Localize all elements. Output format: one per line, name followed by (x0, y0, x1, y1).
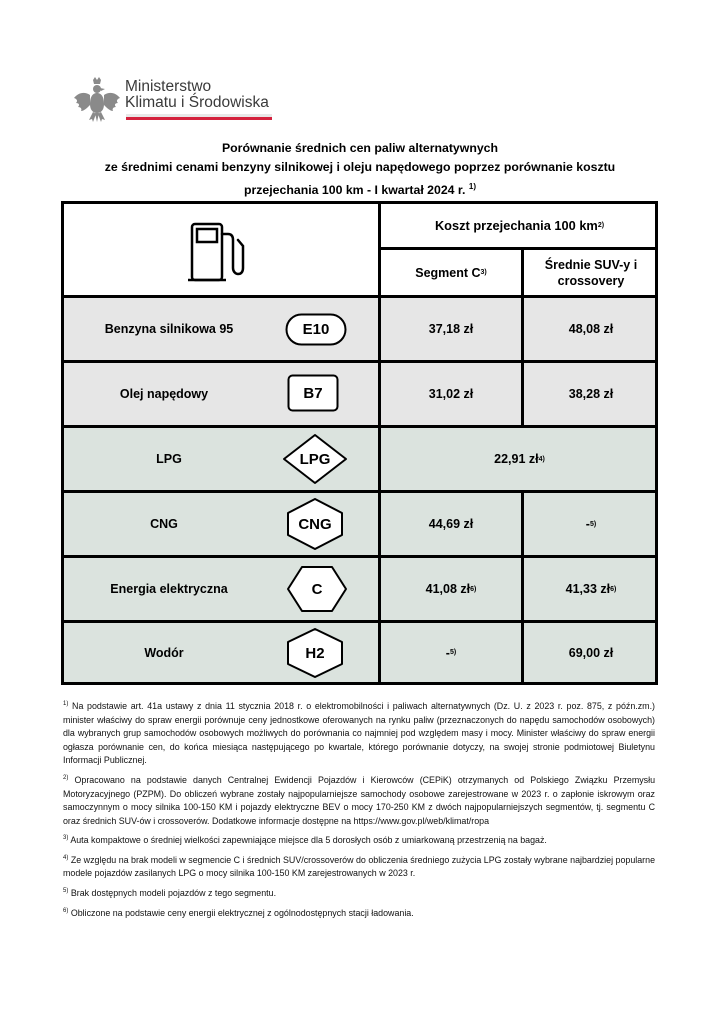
fuel-badge-label: CNG (298, 515, 332, 533)
header-cost-footnote-ref: 2) (597, 222, 605, 229)
footnotes (63, 698, 655, 924)
title-line1: Porównanie średnich cen paliw alternatywnych (221, 141, 499, 155)
price-petrol-suv (524, 298, 658, 360)
flag-red-stripe (126, 117, 272, 120)
fuel-badge-lpg-icon (282, 433, 348, 485)
header-cost-per-100km (381, 204, 658, 247)
footnote (63, 885, 655, 901)
price-electric-segment-c (381, 558, 521, 620)
fuel-badge-h2-icon (286, 627, 344, 679)
price-value: - (585, 517, 590, 531)
price-petrol-segment-c (381, 298, 521, 360)
footnote (63, 772, 655, 828)
price-lpg-merged (381, 428, 658, 490)
header-segment-c-label: Segment C (415, 265, 481, 280)
price-footnote-ref: 5) (449, 649, 457, 656)
price-footnote-ref: 6) (470, 585, 477, 593)
header-segment-c (381, 250, 521, 295)
fuel-badge-e10-icon (285, 313, 347, 346)
title-footnote-ref: 1) (468, 182, 477, 191)
price-hydrogen-segment-c (381, 623, 521, 682)
fuel-badge-label: LPG (299, 450, 331, 468)
fuel-name-diesel: Olej napędowy (119, 387, 209, 401)
price-footnote-ref: 6) (610, 585, 617, 593)
fuel-badge-label: H2 (305, 644, 325, 662)
footnote-text: Ze względu na brak modeli w segmencie C i średnich SUV/crossoverów do obliczenia średniego zużycia LPG zostały wybrane najbardziej popularne modele pojazdów zasilanych LPG o mocy silnika 100-150 KM zarejestrowanych w 2023 r. (63, 854, 656, 879)
footnote-text: Auta kompaktowe o średniej wielkości zapewniające miejsce dla 5 dorosłych osób z umiarkowaną przestrzenią na bagaż. (70, 835, 547, 846)
document-title (60, 139, 660, 200)
ministry-name-line2: Klimatu i Środowiska (125, 94, 269, 111)
footnote-number: 2) (63, 774, 69, 781)
price-value: 44,69 zł (428, 517, 474, 531)
price-value: 41,08 zł (425, 582, 471, 596)
fuel-cost-table (61, 201, 658, 685)
fuel-badge-b7-icon (287, 374, 339, 412)
fuel-badge-label: C (311, 580, 323, 598)
price-hydrogen-suv (524, 623, 658, 682)
price-electric-suv (524, 558, 658, 620)
footnote (63, 832, 655, 848)
title-line3: przejechania 100 km - I kwartał 2024 r. (243, 183, 466, 198)
ministry-name-line1: Ministerstwo (125, 78, 212, 95)
fuel-name-cng: CNG (150, 517, 178, 531)
title-line3-wrap (60, 177, 660, 200)
footnote-number: 4) (63, 854, 69, 861)
title-line2: ze średnimi cenami benzyny silnikowej i oleju napędowego poprzez porównanie kosztu (104, 160, 616, 174)
price-cng-suv (524, 493, 658, 555)
polish-eagle-emblem-icon (73, 76, 121, 124)
fuel-badge-cng-icon (286, 497, 344, 551)
price-value: 22,91 zł (494, 452, 539, 466)
fuel-name-hydrogen: Wodór (144, 645, 184, 660)
footnote-text: Obliczone na podstawie ceny energii elektrycznej z ogólnodostępnych stacji ładowania. (70, 907, 414, 918)
footnote-number: 1) (63, 701, 69, 707)
footnote-text: Opracowano na podstawie danych Centralnej Ewidencji Pojazdów i Kierowców (CEPiK) otrzymanych od Polskiego Związku Przemysłu Motoryzacyjnego (PZPM). Do obliczeń wybrane zostały najpopularniejsze samochody osobowe zarejestrowane w 2023 r. o zapłonie iskrowym oraz samoczynnym o mocy silnika 100-150 KM i pojazdy elektryczne BEV o mocy 170-250 KM z dwóch najpopularniejszych segmentów, tj. segmentu C oraz średnich SUV-ów i crossoverów. Dodatkowe informacje dostępne na https://www.gov.pl/web/klimat/ropa (63, 774, 656, 826)
ministry-logo (73, 76, 283, 124)
footnote (63, 698, 655, 768)
header-cost-label: Koszt przejechania 100 km (434, 218, 598, 233)
footnote-number: 6) (63, 907, 69, 914)
fuel-name-lpg: LPG (156, 452, 182, 466)
price-value: 41,33 zł (565, 582, 611, 596)
price-diesel-segment-c (381, 363, 521, 425)
price-diesel-suv (524, 363, 658, 425)
header-segment-c-footnote-ref: 3) (480, 269, 487, 276)
price-value: 69,00 zł (568, 645, 614, 660)
price-footnote-ref: 5) (589, 520, 597, 528)
fuel-name-petrol: Benzyna silnikowa 95 (104, 322, 234, 336)
header-suv-crossover: Średnie SUV-y i crossovery (544, 257, 638, 288)
fuel-badge-label: E10 (302, 321, 330, 338)
price-value: 37,18 zł (428, 322, 474, 336)
fuel-pump-icon (186, 220, 246, 282)
footnote-text: Na podstawie art. 41a ustawy z dnia 11 stycznia 2018 r. o elektromobilności i paliwach alternatywnych (Dz. U. z 2023 r. poz. 875, z późn.zm.) minister właściwy do spraw energii porównuje ceny jednostkowe oferowanych na rynku paliw (przeznaczonych do napędu samochodów osobowych) dla wybranych grup samochodów osobowych możliwych do porównania co najmniej pod względem masy i mocy. Minister właściwy do spraw energii ogłasza porównanie cen, do końca miesiąca następującego po kwartale, którego porównanie dotyczy, na swojej stronie podmiotowej Biuletynu Informacji Publicznej. (63, 700, 655, 766)
price-value: - (445, 645, 450, 660)
footnote-text: Brak dostępnych modeli pojazdów z tego segmentu. (70, 887, 277, 898)
footnote-number: 5) (63, 888, 69, 894)
price-value: 31,02 zł (428, 387, 474, 401)
footnote-number: 3) (63, 835, 69, 842)
price-footnote-ref: 4) (538, 455, 545, 463)
fuel-badge-electric-icon (286, 565, 348, 613)
footnote (63, 852, 655, 881)
price-value: 48,08 zł (568, 322, 614, 336)
price-value: 38,28 zł (568, 387, 614, 401)
fuel-name-electric: Energia elektryczna (110, 582, 228, 596)
fuel-badge-label: B7 (303, 384, 323, 402)
price-cng-segment-c (381, 493, 521, 555)
footnote (63, 905, 655, 921)
